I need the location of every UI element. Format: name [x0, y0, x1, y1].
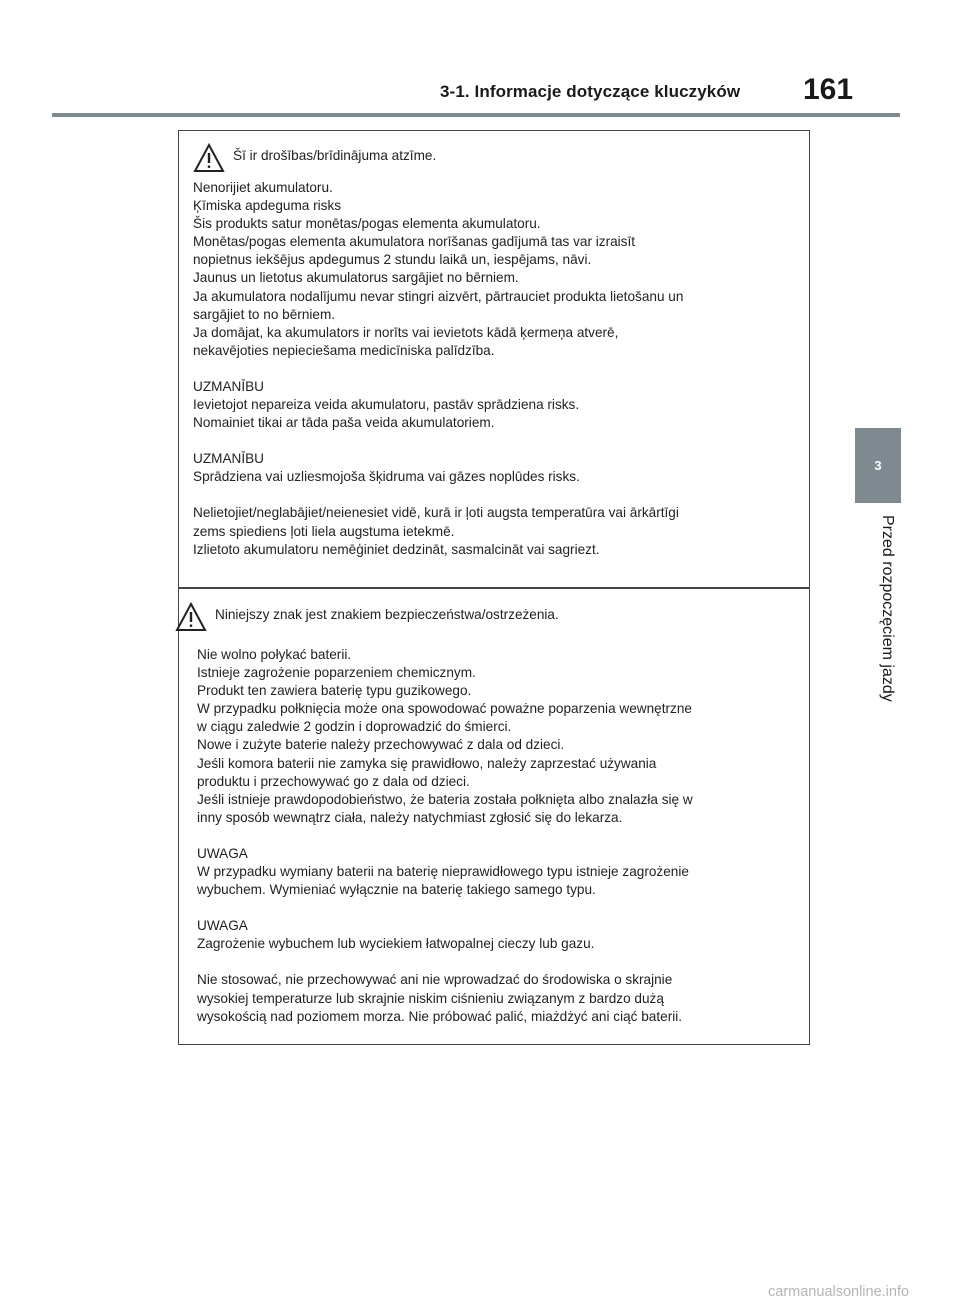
chapter-tab: 3	[855, 428, 901, 503]
text-line: Nie stosować, nie przechowywać ani nie wprowadzać do środowiska o skrajnie	[197, 972, 673, 988]
text-line: w ciągu zaledwie 2 godzin i doprowadzić do śmierci.	[197, 719, 512, 735]
text-line: Nomainiet tikai ar tāda paša veida akumulatoriem.	[193, 415, 495, 431]
text-line: UWAGA	[197, 918, 248, 934]
text-line: W przypadku wymiany baterii na baterię nieprawidłowego typu istnieje zagrożenie	[197, 864, 689, 880]
warning-triangle-icon	[193, 143, 225, 173]
page-number: 161	[803, 73, 854, 106]
text-line: Nowe i zużyte baterie należy przechowywać z dala od dzieci.	[197, 737, 565, 753]
text-line: Nenorijiet akumulatoru.	[193, 180, 333, 195]
chapter-title: Przed rozpoczęciem jazdy	[879, 515, 896, 702]
polish-section	[197, 596, 803, 1044]
polish-paragraph	[197, 646, 803, 827]
text-line: Ja akumulatora nodalījumu nevar stingri aizvērt, pārtrauciet produkta lietošanu un	[193, 288, 684, 304]
text-line: Istnieje zagrożenie poparzeniem chemicznym.	[197, 665, 476, 681]
text-line: Ievietojot nepareiza veida akumulatoru, pastāv sprādziena risks.	[193, 397, 580, 413]
text-line: Monētas/pogas elementa akumulatora norīšanas gadījumā tas var izraisīt	[193, 234, 636, 250]
latvian-paragraph	[193, 504, 803, 558]
text-line: sargājiet to no bērniem.	[193, 306, 336, 322]
text-line: W przypadku połknięcia może ona spowodować poważne poparzenia wewnętrzne	[197, 701, 692, 717]
latvian-paragraph	[193, 450, 803, 486]
text-line: Nelietojiet/neglabājiet/neienesiet vidē, kurā ir ļoti augsta temperatūra vai ārkārtīgi	[193, 505, 679, 521]
text-line: wysokością nad poziomem morza. Nie próbować palić, miażdżyć ani ciąć baterii.	[197, 1008, 683, 1024]
polish-paragraph	[197, 845, 803, 899]
polish-paragraph	[197, 917, 803, 953]
text-line: wybuchem. Wymieniać wyłącznie na baterię takiego samego typu.	[197, 882, 596, 898]
latvian-warning-heading	[193, 137, 803, 173]
text-line: nopietnus iekšējus apdegumus 2 stundu laikā un, iespējams, nāvi.	[193, 252, 592, 268]
text-line: Jaunus un lietotus akumulatorus sargājiet no bērniem.	[193, 270, 519, 286]
label-divider	[178, 587, 810, 589]
text-line: inny sposób wewnątrz ciała, należy natychmiast zgłosić się do lekarza.	[197, 809, 623, 825]
text-line: Nie wolno połykać baterii.	[197, 647, 352, 662]
text-line: zems spiediens ļoti liela augstuma ietekmē.	[193, 523, 455, 539]
latvian-paragraph	[193, 378, 803, 432]
polish-paragraph	[197, 971, 803, 1025]
text-line: Ja domājat, ka akumulators ir norīts vai ievietots kādā ķermeņa atverē,	[193, 324, 619, 340]
text-line: nekavējoties nepieciešama medicīniska palīdzība.	[193, 342, 495, 358]
latvian-paragraph	[193, 179, 803, 360]
watermark-text: carmanualsonline.info	[768, 1284, 910, 1300]
text-line: Šis produkts satur monētas/pogas elementa akumulatoru.	[193, 216, 541, 232]
text-line: Ķīmiska apdeguma risks	[193, 198, 342, 214]
latvian-section	[193, 137, 803, 577]
text-line: Produkt ten zawiera baterię typu guzikowego.	[197, 683, 472, 699]
polish-warning-heading	[175, 596, 803, 632]
text-line: Izlietoto akumulatoru nemēģiniet dedzināt, sasmalcināt vai sagriezt.	[193, 541, 600, 557]
text-line: produktu i przechowywać go z dala od dzieci.	[197, 773, 470, 789]
polish-heading-text: Niniejszy znak jest znakiem bezpieczeństwa/ostrzeżenia.	[215, 606, 559, 622]
latvian-heading-text: Šī ir drošības/brīdinājuma atzīme.	[233, 147, 437, 163]
text-line: UZMANĪBU	[193, 378, 264, 394]
text-line: wysokiej temperaturze lub skrajnie niskim ciśnieniu związanym z bardzo dużą	[197, 990, 664, 1006]
text-line: Sprādziena vai uzliesmojoša šķidruma vai gāzes noplūdes risks.	[193, 469, 580, 485]
header-rule	[52, 113, 900, 117]
text-line: UZMANĪBU	[193, 451, 264, 467]
page-header-title: 3-1. Informacje dotyczące kluczyków	[440, 82, 741, 101]
text-line: UWAGA	[197, 845, 248, 861]
warning-triangle-icon	[175, 602, 207, 632]
text-line: Zagrożenie wybuchem lub wyciekiem łatwopalnej cieczy lub gazu.	[197, 936, 595, 952]
text-line: Jeśli komora baterii nie zamyka się prawidłowo, należy zaprzestać używania	[197, 755, 657, 771]
text-line: Jeśli istnieje prawdopodobieństwo, że bateria została połknięta albo znalazła się w	[197, 791, 693, 807]
